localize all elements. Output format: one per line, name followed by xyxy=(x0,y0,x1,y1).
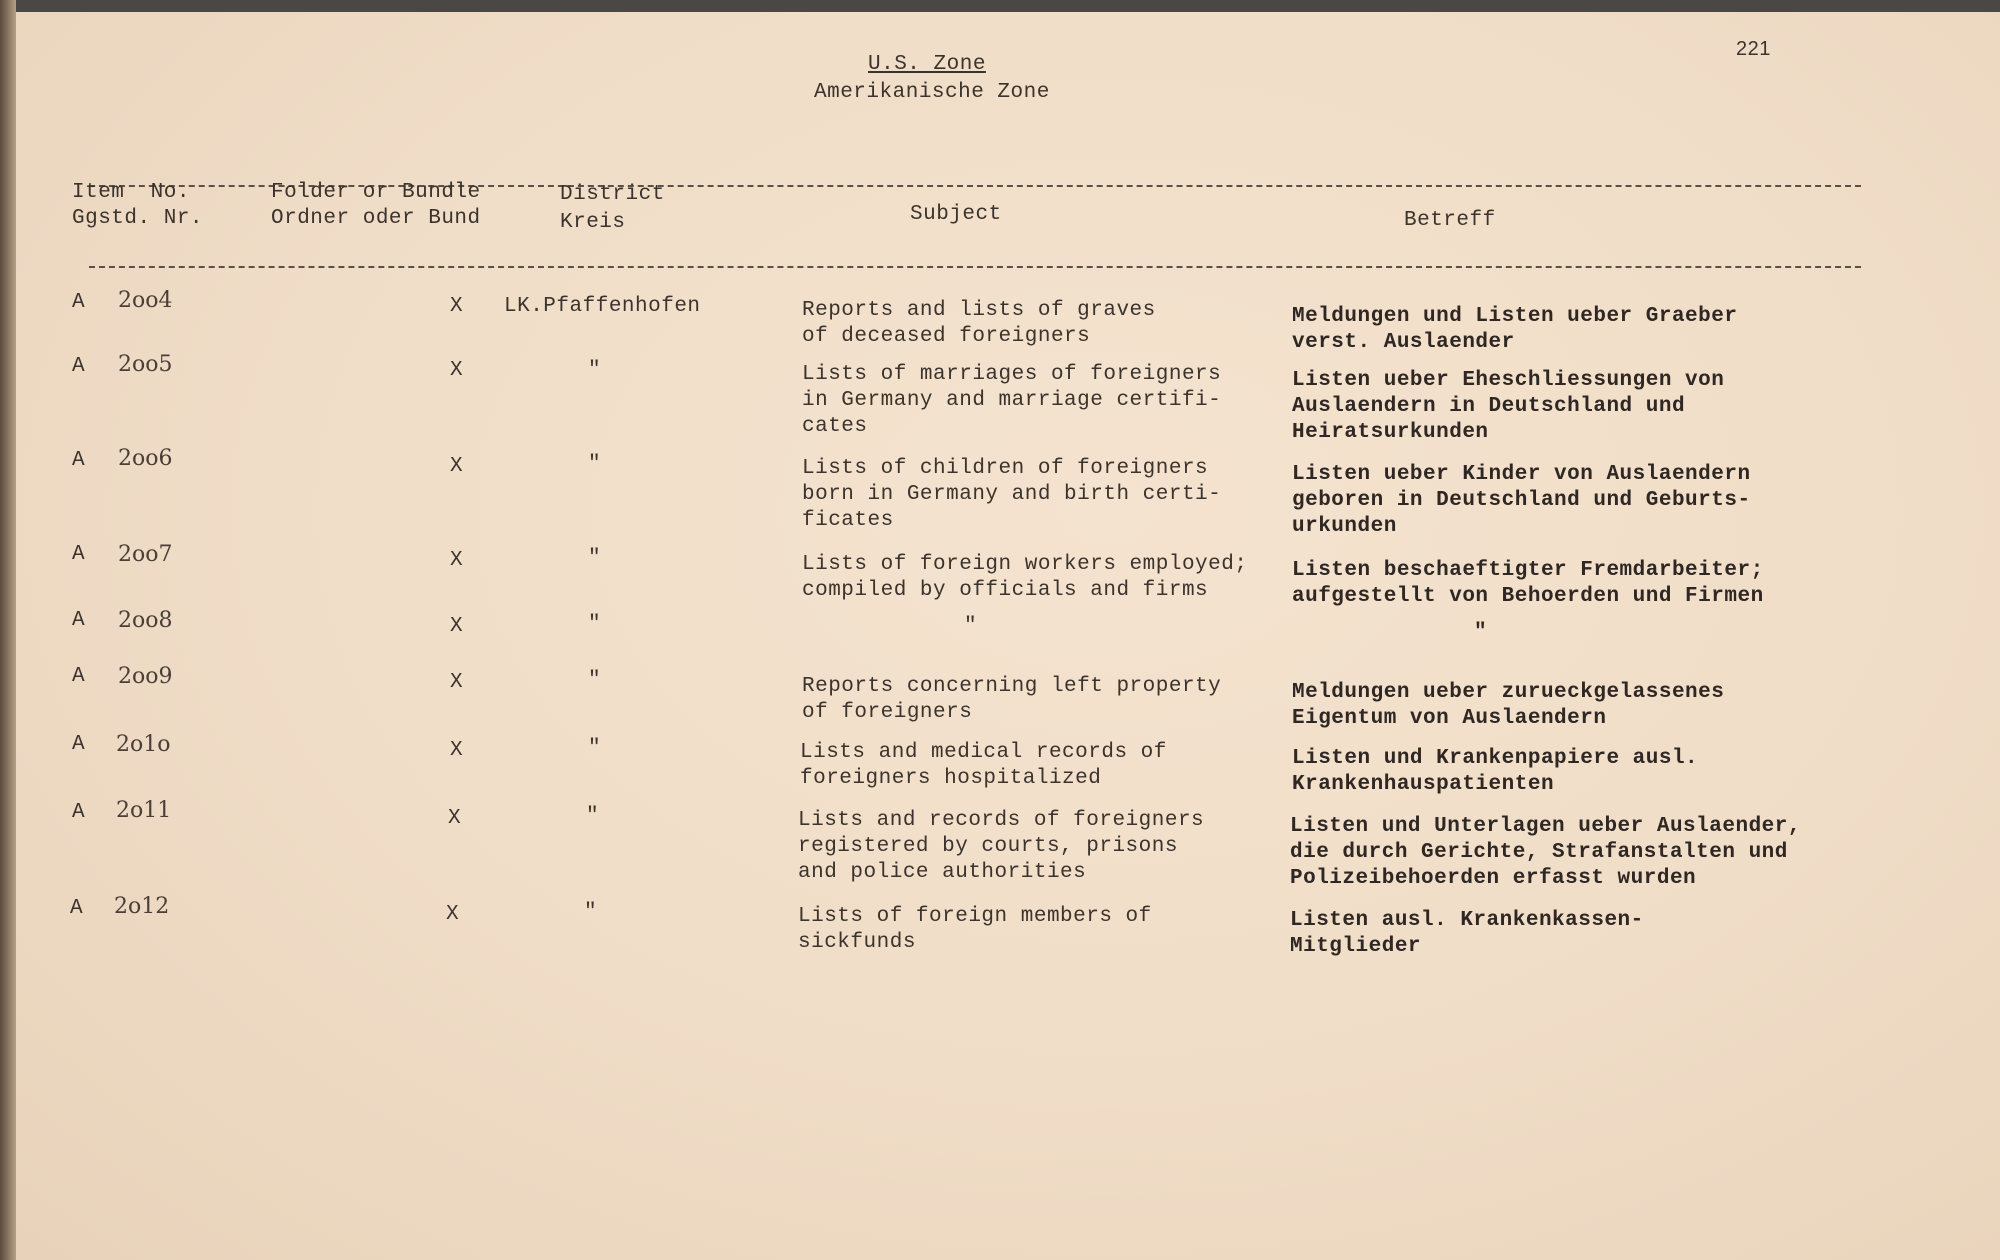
row-item: A xyxy=(72,801,86,824)
row-folder-mark: X xyxy=(450,359,464,382)
row-item: A xyxy=(72,733,86,756)
row-number: 2o1o xyxy=(116,732,171,757)
row-betreff: Meldungen ueber zurueckgelassenes Eigentum von Auslaendern xyxy=(1292,681,1725,730)
row-subject: Lists of children of foreigners born in Germany and birth certi- ficates xyxy=(802,457,1222,532)
col-folder: Folder or Bundle xyxy=(271,181,481,204)
col-item-no-de: Ggstd. Nr. xyxy=(72,207,204,230)
row-betreff: Listen ausl. Krankenkassen- Mitglieder xyxy=(1290,909,1644,958)
document-page xyxy=(16,12,2000,1260)
row-district: " xyxy=(588,359,602,382)
row-item: A xyxy=(70,897,84,920)
row-folder-mark: X xyxy=(450,739,464,762)
header-bottom-rule xyxy=(89,266,1861,268)
book-gutter xyxy=(0,0,16,1260)
row-betreff: Listen beschaeftigter Fremdarbeiter; aufgestellt von Behoerden und Firmen xyxy=(1292,559,1764,608)
row-folder-mark: X xyxy=(446,903,460,926)
row-betreff: Listen und Unterlagen ueber Auslaender, die durch Gerichte, Strafanstalten und Polizeibehoerden erfasst wurden xyxy=(1290,815,1801,890)
row-subject: Lists of marriages of foreigners in Germany and marriage certifi- cates xyxy=(802,363,1222,438)
row-number: 2o11 xyxy=(116,798,172,823)
row-item: A xyxy=(72,355,86,378)
page-subtitle: Amerikanische Zone xyxy=(814,81,1050,104)
row-district: " xyxy=(588,453,602,476)
row-district: " xyxy=(588,547,602,570)
row-betreff: Listen ueber Eheschliessungen von Auslaendern in Deutschland und Heiratsurkunden xyxy=(1292,369,1725,444)
row-item: A xyxy=(72,449,86,472)
row-folder-mark: X xyxy=(450,549,464,572)
row-folder-mark: X xyxy=(450,295,464,318)
row-subject: Lists and records of foreigners registered by courts, prisons and police authorities xyxy=(798,809,1205,884)
row-district: " xyxy=(588,669,602,692)
col-item-no: Item No. xyxy=(72,181,190,204)
row-folder-mark: X xyxy=(450,615,464,638)
row-betreff: " xyxy=(1474,621,1488,644)
row-betreff: Listen ueber Kinder von Auslaendern geboren in Deutschland und Geburts- urkunden xyxy=(1292,463,1751,538)
row-subject: Reports concerning left property of foreigners xyxy=(802,675,1222,724)
row-number: 2oo8 xyxy=(118,608,173,633)
col-district: District xyxy=(560,183,665,206)
row-folder-mark: X xyxy=(450,671,464,694)
page-number: 221 xyxy=(1736,38,1771,60)
page-title: U.S. Zone xyxy=(868,53,986,76)
row-betreff: Listen und Krankenpapiere ausl. Krankenhauspatienten xyxy=(1292,747,1699,796)
row-number: 2oo5 xyxy=(118,352,173,377)
row-district: LK.Pfaffenhofen xyxy=(504,295,701,318)
row-subject: " xyxy=(964,615,978,638)
row-item: A xyxy=(72,609,86,632)
row-number: 2oo6 xyxy=(118,446,173,471)
row-number: 2oo7 xyxy=(118,542,173,567)
col-subject: Subject xyxy=(910,203,1002,226)
row-folder-mark: X xyxy=(448,807,462,830)
row-item: A xyxy=(72,543,86,566)
row-subject: Lists of foreign members of sickfunds xyxy=(798,905,1152,954)
row-subject: Lists of foreign workers employed; compiled by officials and firms xyxy=(802,553,1248,602)
row-subject: Reports and lists of graves of deceased foreigners xyxy=(802,299,1156,348)
row-number: 2oo4 xyxy=(118,288,173,313)
row-district: " xyxy=(588,737,602,760)
scan-top-edge xyxy=(0,0,2000,12)
row-district: " xyxy=(588,613,602,636)
col-district-de: Kreis xyxy=(560,211,626,234)
row-folder-mark: X xyxy=(450,455,464,478)
col-betreff: Betreff xyxy=(1404,209,1496,232)
row-betreff: Meldungen und Listen ueber Graeber verst. Auslaender xyxy=(1292,305,1738,354)
col-folder-de: Ordner oder Bund xyxy=(271,207,481,230)
row-number: 2o12 xyxy=(114,894,170,919)
row-item: A xyxy=(72,665,86,688)
row-district: " xyxy=(586,805,600,828)
row-item: A xyxy=(72,291,86,314)
row-district: " xyxy=(584,901,598,924)
row-subject: Lists and medical records of foreigners hospitalized xyxy=(800,741,1167,790)
row-number: 2oo9 xyxy=(118,664,173,689)
